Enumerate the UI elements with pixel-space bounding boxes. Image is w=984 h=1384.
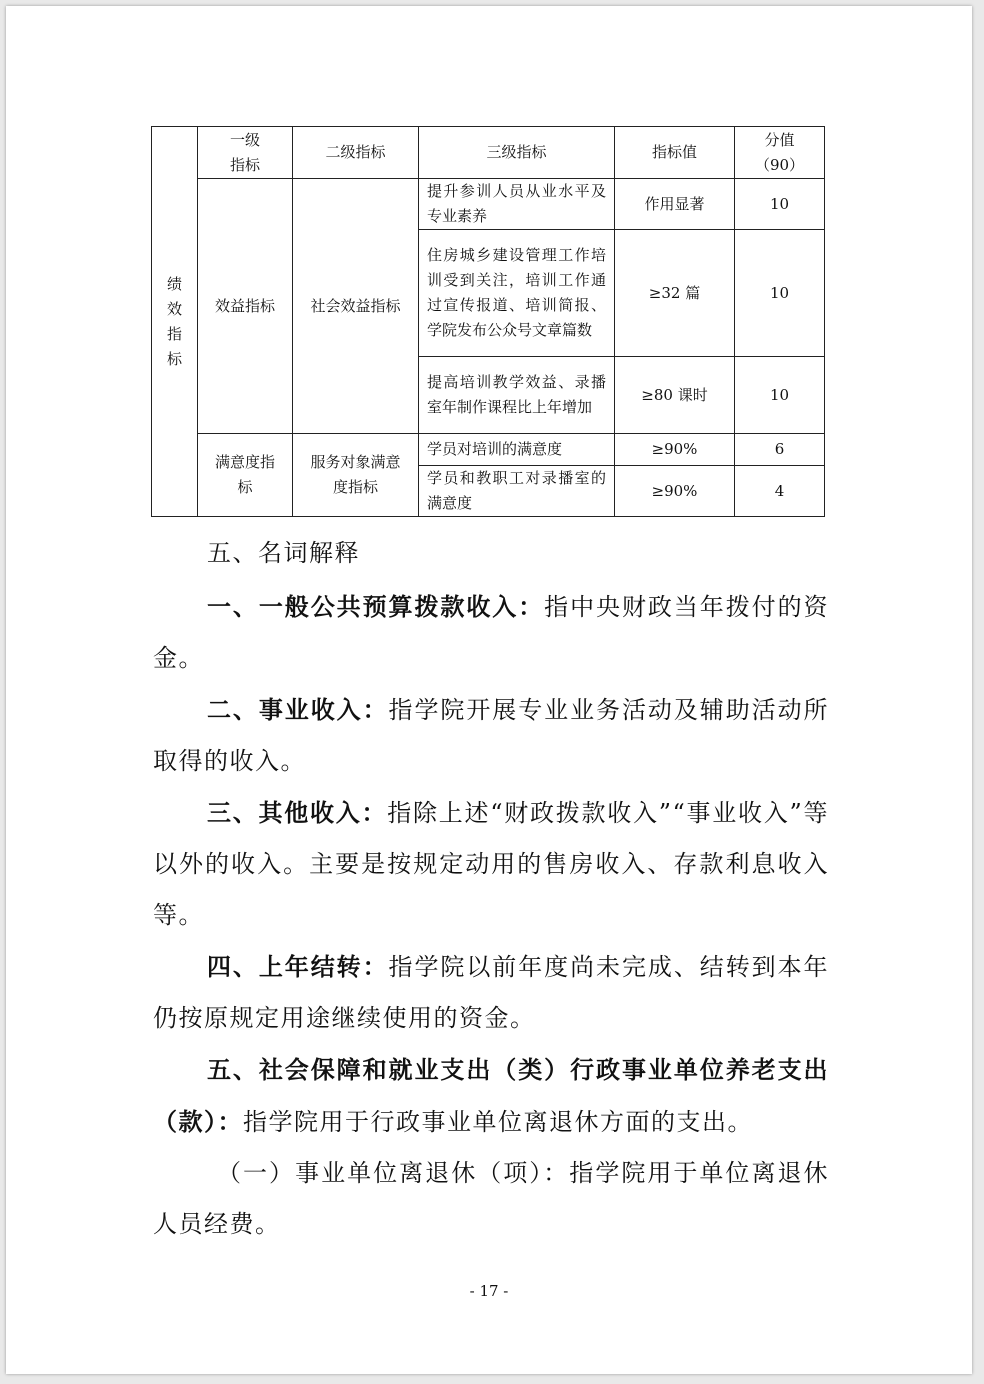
level3-cell: 学员对培训的满意度	[419, 434, 615, 466]
term-definition: 指学院以前年度尚未完成、结转到本年仍按原规定用途继续使用的资金。	[153, 953, 830, 1032]
group-label: 绩效指标	[167, 274, 183, 368]
term-label: 三、其他收入：	[207, 798, 388, 827]
level3-cell: 住房城乡建设管理工作培训受到关注，培训工作通过宣传报道、培训简报、学院发布公众号文章篇数	[419, 230, 615, 357]
value-cell: ≥90%	[615, 434, 735, 466]
level1-cell: 满意度指标	[198, 434, 293, 517]
subitem-paragraph: （一）事业单位离退休（项）：指学院用于单位离退休人员经费。	[153, 1159, 829, 1238]
header-level1: 一级指标	[198, 127, 293, 179]
score-cell: 10	[735, 357, 825, 434]
value-cell: ≥80 课时	[615, 357, 735, 434]
table-group-cell	[152, 127, 198, 517]
header-level2: 二级指标	[293, 127, 419, 179]
score-cell: 10	[735, 230, 825, 357]
term-paragraph	[153, 581, 829, 684]
level1-cell: 效益指标	[198, 179, 293, 434]
term-label: 五、社会保障和就业支出（类）行政事业单位养老支出（款）：	[153, 1055, 829, 1136]
score-cell: 10	[735, 179, 825, 230]
performance-indicator-table	[151, 126, 825, 517]
term-label: 二、事业收入：	[207, 695, 389, 724]
table-row	[152, 434, 825, 466]
document-page	[6, 6, 972, 1374]
section-title: 五、名词解释	[207, 539, 360, 567]
term-definition: 指学院开展专业业务活动及辅助活动所取得的收入。	[153, 696, 830, 775]
header-value: 指标值	[615, 127, 735, 179]
term-paragraph	[153, 684, 829, 787]
value-cell: ≥32 篇	[615, 230, 735, 357]
value-cell: ≥90%	[615, 466, 735, 517]
score-cell: 6	[735, 434, 825, 466]
header-level3: 三级指标	[419, 127, 615, 179]
term-definition: 指中央财政当年拨付的资金。	[153, 593, 830, 672]
glossary-section	[153, 528, 829, 1250]
term-paragraph	[153, 941, 829, 1044]
term-label: 四、上年结转：	[207, 952, 389, 981]
score-cell: 4	[735, 466, 825, 517]
level2-cell: 服务对象满意度指标	[293, 434, 419, 517]
level3-cell: 学员和教职工对录播室的满意度	[419, 466, 615, 517]
level3-cell: 提高培训教学效益、录播室年制作课程比上年增加	[419, 357, 615, 434]
term-definition: 指学院用于行政事业单位离退休方面的支出。	[243, 1108, 753, 1136]
value-cell: 作用显著	[615, 179, 735, 230]
term-paragraph	[153, 787, 829, 941]
table-row	[152, 179, 825, 230]
header-score: 分值（90）	[735, 127, 825, 179]
table-header-row	[152, 127, 825, 179]
level2-cell: 社会效益指标	[293, 179, 419, 434]
term-paragraph	[153, 1044, 829, 1148]
term-definition: 指除上述“财政拨款收入”“事业收入”等以外的收入。主要是按规定动用的售房收入、存款利息收入等。	[153, 799, 830, 929]
page-number: - 17 -	[469, 1282, 509, 1300]
term-label: 一、一般公共预算拨款收入：	[207, 592, 545, 621]
level3-cell: 提升参训人员从业水平及专业素养	[419, 179, 615, 230]
